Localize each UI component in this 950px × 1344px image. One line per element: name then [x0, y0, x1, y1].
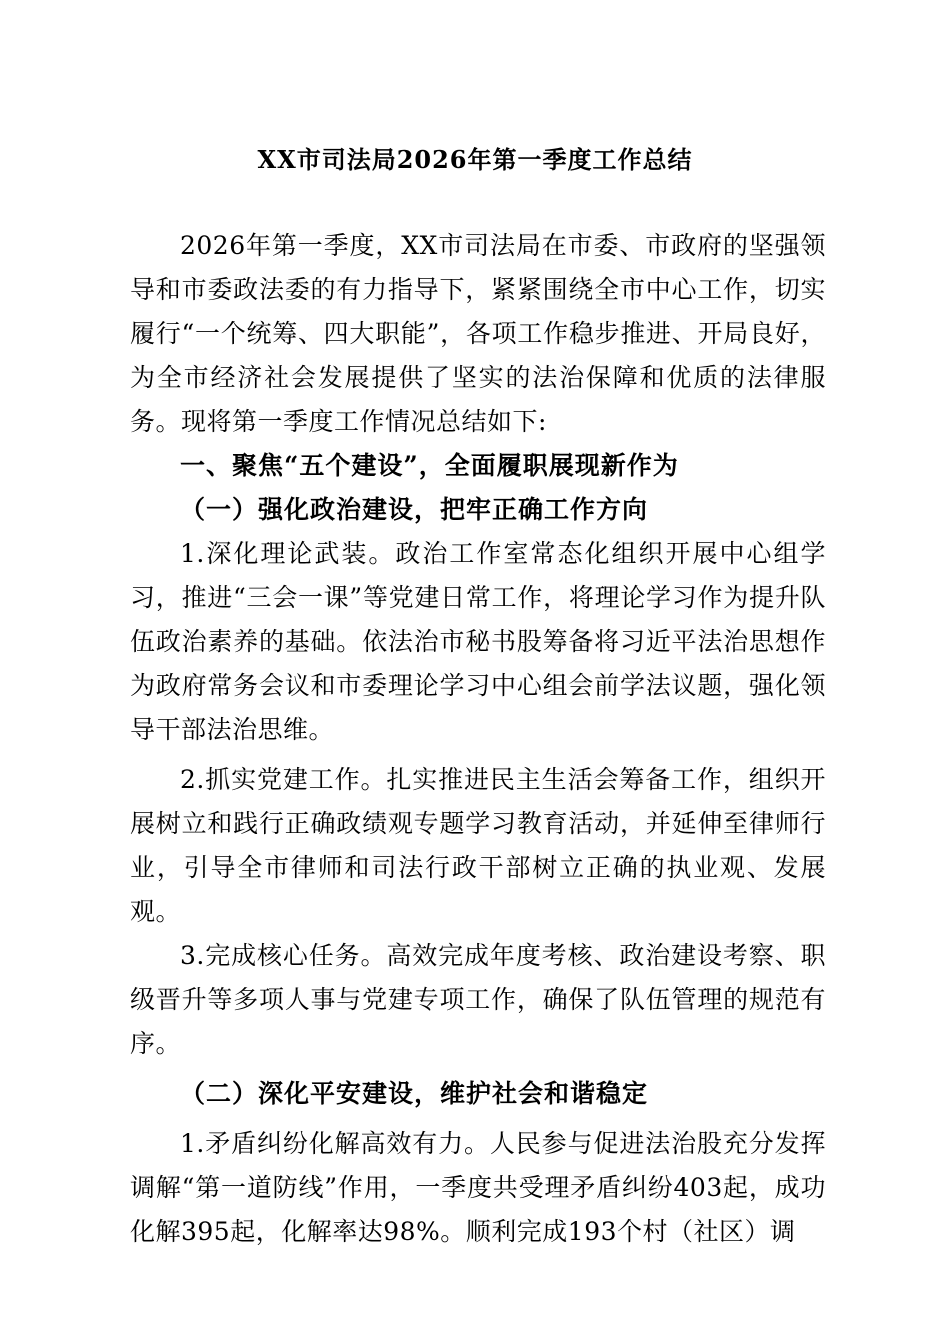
subsection-1-heading: （一）强化政治建设，把牢正确工作方向	[180, 495, 649, 524]
document-title: XX市司法局2026年第一季度工作总结	[257, 145, 693, 174]
section-1-heading: 一、聚焦“五个建设”，全面履职展现新作为	[180, 451, 679, 480]
intro-paragraph: 2026年第一季度，XX市司法局在市委、市政府的坚强领导和市委政法委的有力指导下，紧紧围绕全市中心工作，切实履行“一个统筹、四大职能”，各项工作稳步推进、开局良好，为全市经济社会发展提供了坚实的法治保障和优质的法律服务。现将第一季度工作情况总结如下:	[130, 231, 826, 436]
subsection-1-item-2: 2.抓实党建工作。扎实推进民主生活会筹备工作，组织开展树立和践行正确政绩观专题学习教育活动，并延伸至律师行业，引导全市律师和司法行政干部树立正确的执业观、发展观。	[130, 765, 826, 926]
subsection-1-item-1: 1.深化理论武装。政治工作室常态化组织开展中心组学习，推进“三会一课”等党建日常工作，将理论学习作为提升队伍政治素养的基础。依法治市秘书股筹备将习近平法治思想作为政府常务会议和市委理论学习中心组会前学法议题，强化领导干部法治思维。	[130, 539, 826, 744]
document-body	[130, 224, 826, 1254]
subsection-2-heading: （二）深化平安建设，维护社会和谐稳定	[180, 1079, 649, 1108]
subsection-1-item-3: 3.完成核心任务。高效完成年度考核、政治建设考察、职级晋升等多项人事与党建专项工作，确保了队伍管理的规范有序。	[130, 941, 826, 1058]
subsection-2-item-1: 1.矛盾纠纷化解高效有力。人民参与促进法治股充分发挥调解“第一道防线”作用，一季度共受理矛盾纠纷403起，成功化解395起，化解率达98%。顺利完成193个村（社区）调	[130, 1129, 826, 1246]
